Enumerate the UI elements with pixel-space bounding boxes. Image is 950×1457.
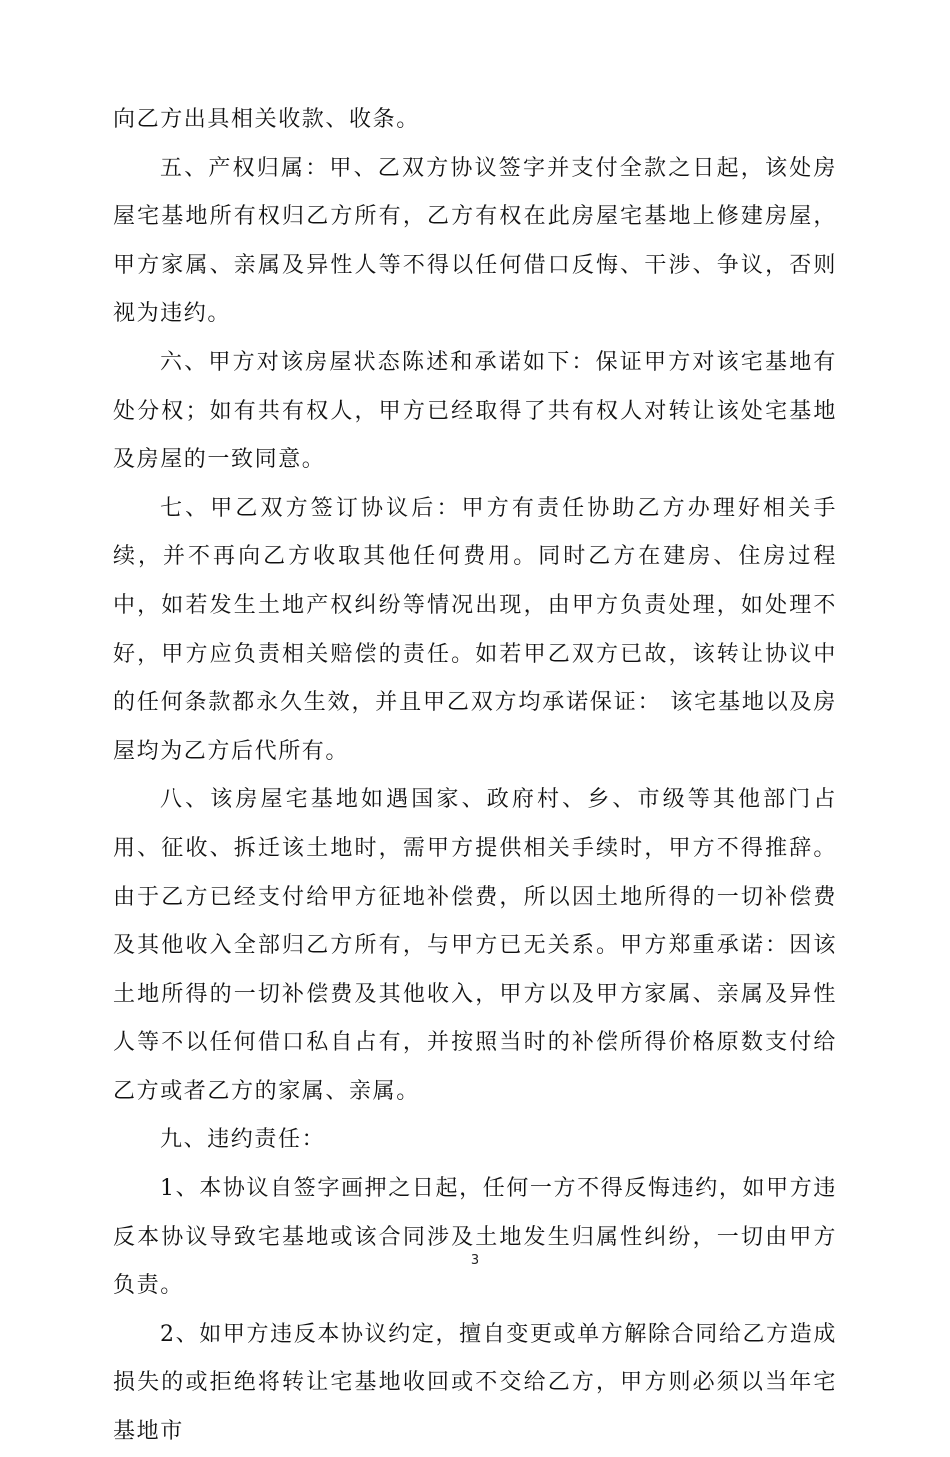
paragraph-clause-8: 八、该房屋宅基地如遇国家、政府村、乡、市级等其他部门占用、征收、拆迁该土地时，需甲方提供相关手续时，甲方不得推辞。由于乙方已经支付给甲方征地补偿费，所以因土地所得的一切补偿费及其他收入全部归乙方所有，与甲方已无关系。甲方郑重承诺：因该土地所得的一切补偿费及其他收入，甲方以及甲方家属、亲属及异性人等不以任何借口私自占有，并按照当时的补偿所得价格原数支付给乙方或者乙方的家属、亲属。 xyxy=(113,787,837,1104)
paragraph-clause-9-item-1: 1、本协议自签字画押之日起，任何一方不得反悔违约，如甲方违反本协议导致宅基地或该合同涉及土地发生归属性纠纷，一切由甲方负责。 xyxy=(113,1176,837,1299)
paragraph-clause-5: 五、产权归属：甲、乙双方协议签字并支付全款之日起，该处房屋宅基地所有权归乙方所有，乙方有权在此房屋宅基地上修建房屋，甲方家属、亲属及异性人等不得以任何借口反悔、干涉、争议，否则视为违约。 xyxy=(113,155,837,327)
page-number: 3 xyxy=(470,1253,480,1268)
paragraph-clause-7: 七、甲乙双方签订协议后：甲方有责任协助乙方办理好相关手续，并不再向乙方收取其他任何费用。同时乙方在建房、住房过程中，如若发生土地产权纠纷等情况出现，由甲方负责处理，如处理不好，甲方应负责相关赔偿的责任。如若甲乙双方已故，该转让协议中的任何条款都永久生效，并且甲乙双方均承诺保证： 该宅基地以及房屋均为乙方后代所有。 xyxy=(113,495,837,764)
paragraph-clause-6: 六、甲方对该房屋状态陈述和承诺如下：保证甲方对该宅基地有处分权；如有共有权人，甲方已经取得了共有权人对转让该处宅基地及房屋的一致同意。 xyxy=(113,349,837,473)
paragraph-clause-9-heading: 九、违约责任： xyxy=(160,1127,326,1153)
paragraph-clause-9-item-2: 2、如甲方违反本协议约定，擅自变更或单方解除合同给乙方造成损失的或拒绝将转让宅基地收回或不交给乙方，甲方则必须以当年宅基地市 xyxy=(113,1321,837,1445)
paragraph-continuation: 向乙方出具相关收款、收条。 xyxy=(113,107,420,132)
